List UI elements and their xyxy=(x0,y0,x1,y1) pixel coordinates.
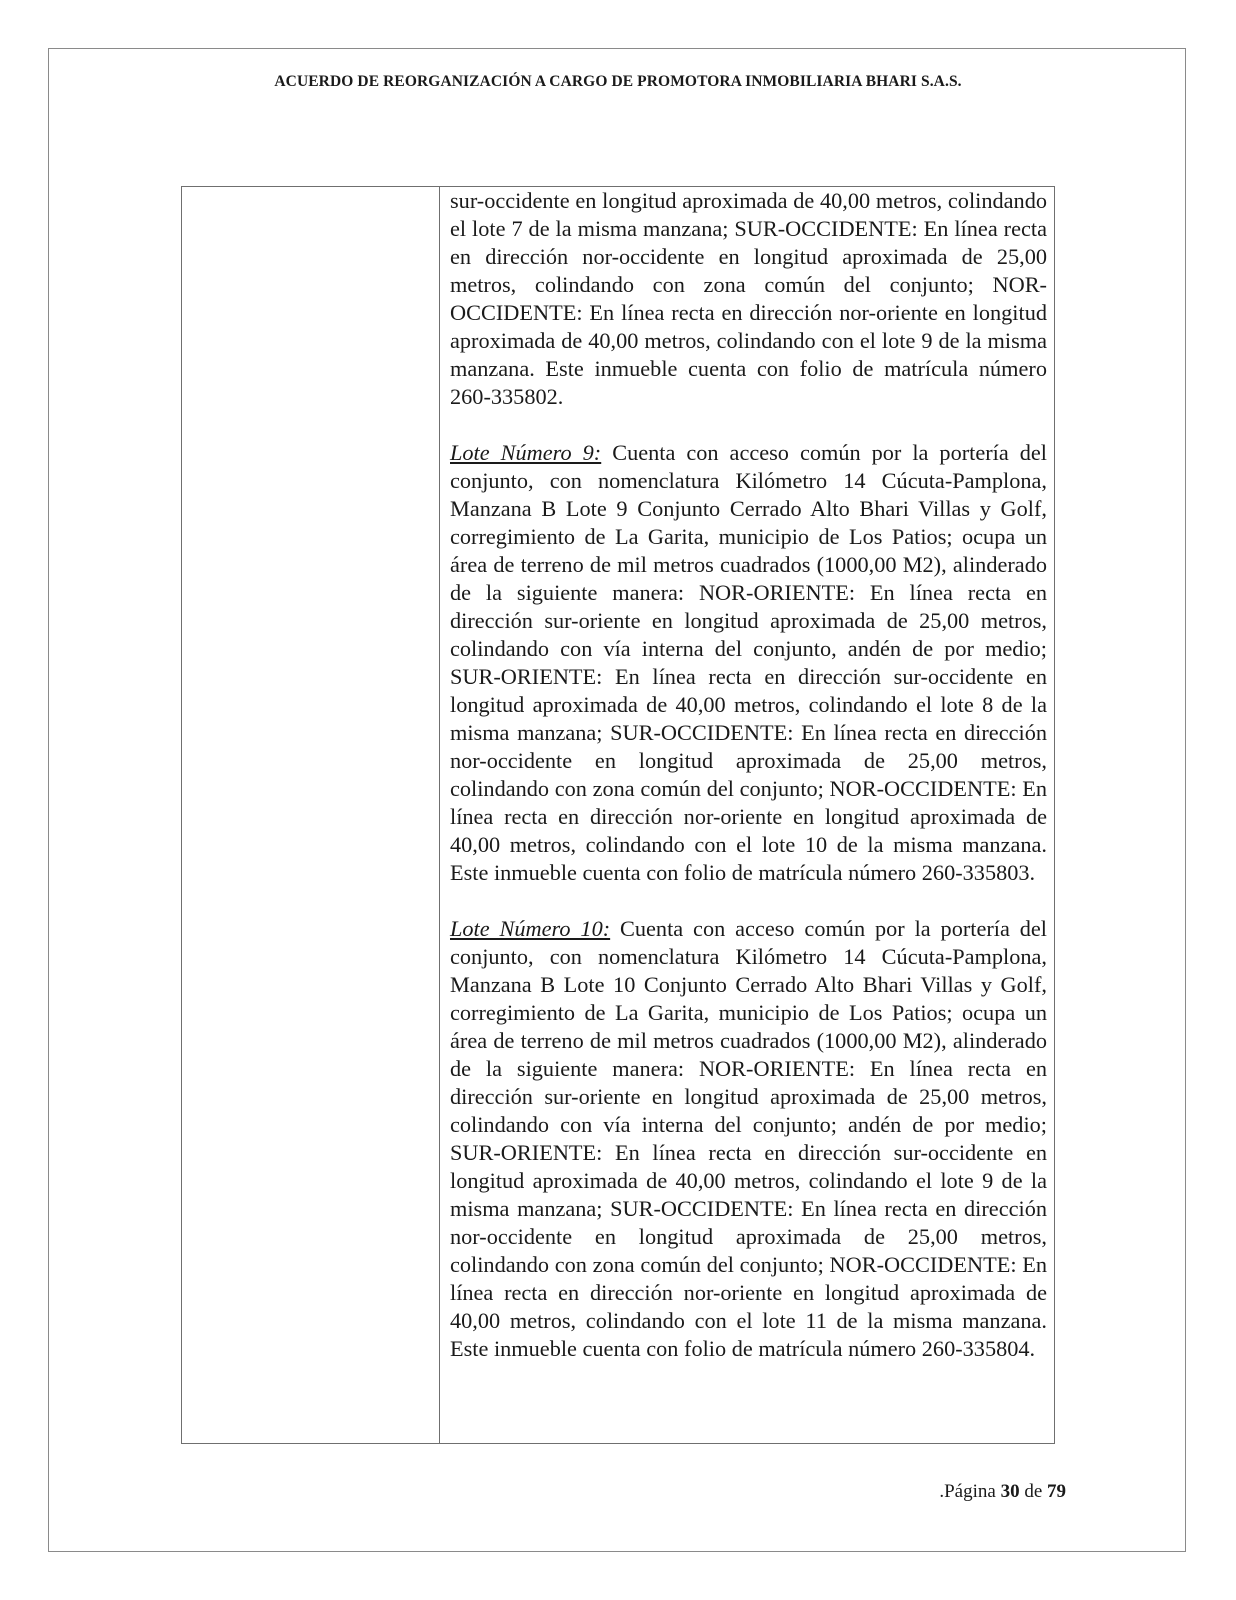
content-table xyxy=(181,186,1055,1444)
table-left-cell xyxy=(182,187,439,1443)
paragraph-lote-8-continuation xyxy=(450,187,1047,411)
table-right-cell xyxy=(450,187,1047,1363)
lote-9-label: Lote Número 9: xyxy=(450,440,602,465)
page-separator: de xyxy=(1024,1481,1043,1502)
lote-10-label: Lote Número 10: xyxy=(450,916,611,941)
paragraph-text: Cuenta con acceso común por la portería del conjunto, con nomenclatura Kilómetro 14 Cúcuta-Pamplona, Manzana B Lote 10 Conjunto Cerrado Alto Bhari Villas y Golf, corregimiento de La Garita, municipio de Los Patios; ocupa un área de terreno de mil metros cuadrados (1000,00 M2), alinderado de la siguiente manera: NOR-ORIENTE: En línea recta en dirección sur-oriente en longitud aproximada de 25,00 metros, colindando con vía interna del conjunto; andén de por medio; SUR-ORIENTE: En línea recta en dirección sur-occidente en longitud aproximada de 40,00 metros, colindando el lote 9 de la misma manzana; SUR-OCCIDENTE: En línea recta en dirección nor-occidente en longitud aproximada de 25,00 metros, colindando con zona común del conjunto; NOR-OCCIDENTE: En línea recta en dirección nor-oriente en longitud aproximada de 40,00 metros, colindando con el lote 11 de la misma manzana. Este inmueble cuenta con folio de matrícula número 260-335804. xyxy=(450,916,1047,1361)
paragraph-text: Cuenta con acceso común por la portería del conjunto, con nomenclatura Kilómetro 14 Cúcuta-Pamplona, Manzana B Lote 9 Conjunto Cerrado Alto Bhari Villas y Golf, corregimiento de La Garita, municipio de Los Patios; ocupa un área de terreno de mil metros cuadrados (1000,00 M2), alinderado de la siguiente manera: NOR-ORIENTE: En línea recta en dirección sur-oriente en longitud aproximada de 25,00 metros, colindando con vía interna del conjunto, andén de por medio; SUR-ORIENTE: En línea recta en dirección sur-occidente en longitud aproximada de 40,00 metros, colindando el lote 8 de la misma manzana; SUR-OCCIDENTE: En línea recta en dirección nor-occidente en longitud aproximada de 25,00 metros, colindando con zona común del conjunto; NOR-OCCIDENTE: En línea recta en dirección nor-oriente en longitud aproximada de 40,00 metros, colindando con el lote 10 de la misma manzana. Este inmueble cuenta con folio de matrícula número 260-335803. xyxy=(450,440,1047,885)
document-header: ACUERDO DE REORGANIZACIÓN A CARGO DE PROMOTORA INMOBILIARIA BHARI S.A.S. xyxy=(274,73,962,90)
paragraph-text: sur-occidente en longitud aproximada de 40,00 metros, colindando el lote 7 de la misma manzana; SUR-OCCIDENTE: En línea recta en dirección nor-occidente en longitud aproximada de 25,00 metros, colindando con zona común del conjunto; NOR-OCCIDENTE: En línea recta en dirección nor-oriente en longitud aproximada de 40,00 metros, colindando con el lote 9 de la misma manzana. Este inmueble cuenta con folio de matrícula número 260-335802. xyxy=(450,188,1047,409)
paragraph-lote-10 xyxy=(450,915,1047,1363)
current-page: 30 xyxy=(1000,1481,1020,1502)
paragraph-lote-9 xyxy=(450,439,1047,887)
page-prefix: .Página xyxy=(939,1481,996,1502)
table-column-divider xyxy=(439,187,440,1443)
page-number xyxy=(939,1481,1066,1503)
total-pages: 79 xyxy=(1047,1481,1066,1502)
